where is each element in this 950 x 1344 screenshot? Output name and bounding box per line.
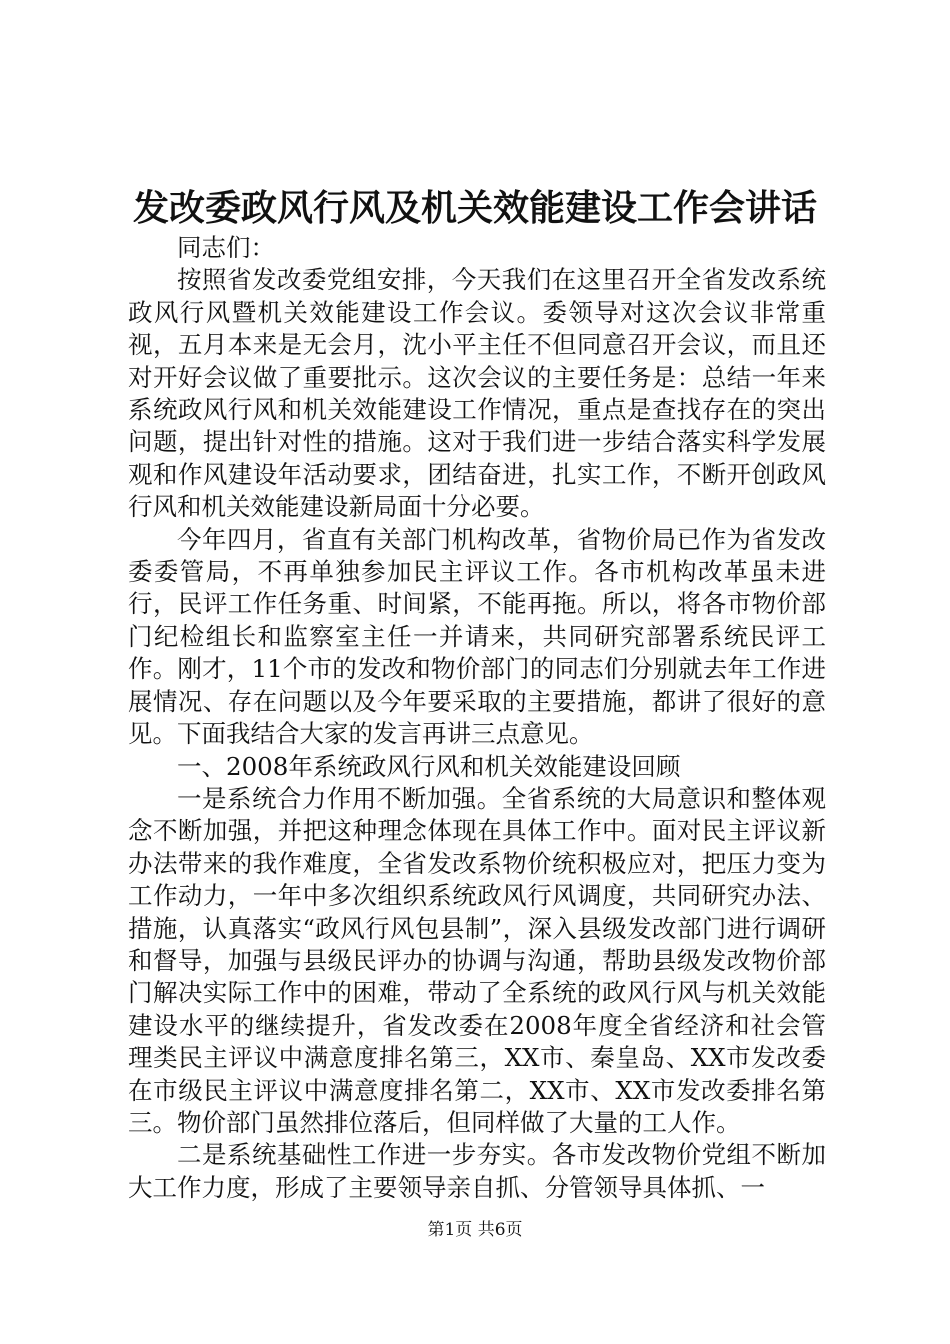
paragraph-2: 今年四月，省直有关部门机构改革，省物价局已作为省发改委委管局，不再单独参加民主评议工作。各市机构改革虽未进行，民评工作任务重、时间紧，不能再拖。所以，将各市物价部门纪检组长和监察室主任一并请来，共同研究部署系统民评工作。刚才，11个市的发改和物价部门的同志们分别就去年工作进展情况、存在问题以及今年要采取的主要措施，都讲了很好的意见。下面我结合大家的发言再讲三点意见。 — [128, 524, 826, 749]
paragraph-1: 按照省发改委党组安排，今天我们在这里召开全省发改系统政风行风暨机关效能建设工作会议。委领导对这次会议非常重视，五月本来是无会月，沈小平主任不但同意召开会议，而且还对开好会议做了重要批示。这次会议的主要任务是：总结一年来系统政风行风和机关效能建设工作情况，重点是查找存在的突出问题，提出针对性的措施。这对于我们进一步结合落实科学发展观和作风建设年活动要求，团结奋进，扎实工作，不断开创政风行风和机关效能建设新局面十分必要。 — [128, 265, 826, 522]
paragraph-4: 二是系统基础性工作进一步夯实。各市发改物价党组不断加大工作力度，形成了主要领导亲自抓、分管领导具体抓、一 — [128, 1140, 826, 1202]
page-number-footer: 第1页 共6页 — [427, 1220, 523, 1240]
document-title: 发改委政风行风及机关效能建设工作会讲话 — [132, 187, 817, 229]
document-body — [128, 232, 826, 1204]
section-heading-1: 一、2008年系统政风行风和机关效能建设回顾 — [177, 751, 681, 781]
paragraph-salutation: 同志们： — [177, 233, 275, 262]
paragraph-3: 一是系统合力作用不断加强。全省系统的大局意识和整体观念不断加强，并把这种理念体现在具体工作中。面对民主评议新办法带来的我作难度，全省发改系物价统积极应对，把压力变为工作动力，一年中多次组织系统政风行风调度，共同研究办法、措施，认真落实“政风行风包县制”，深入县级发改部门进行调研和督导，加强与县级民评办的协调与沟通，帮助县级发改物价部门解决实际工作中的困难，带动了全系统的政风行风与机关效能建设水平的继续提升，省发改委在2008年度全省经济和社会管理类民主评议中满意度排名第三，XX市、秦皇岛、XX市发改委在市级民主评议中满意度排名第二，XX市、XX市发改委排名第三。物价部门虽然排位落后，但同样做了大量的工人作。 — [128, 783, 826, 1137]
